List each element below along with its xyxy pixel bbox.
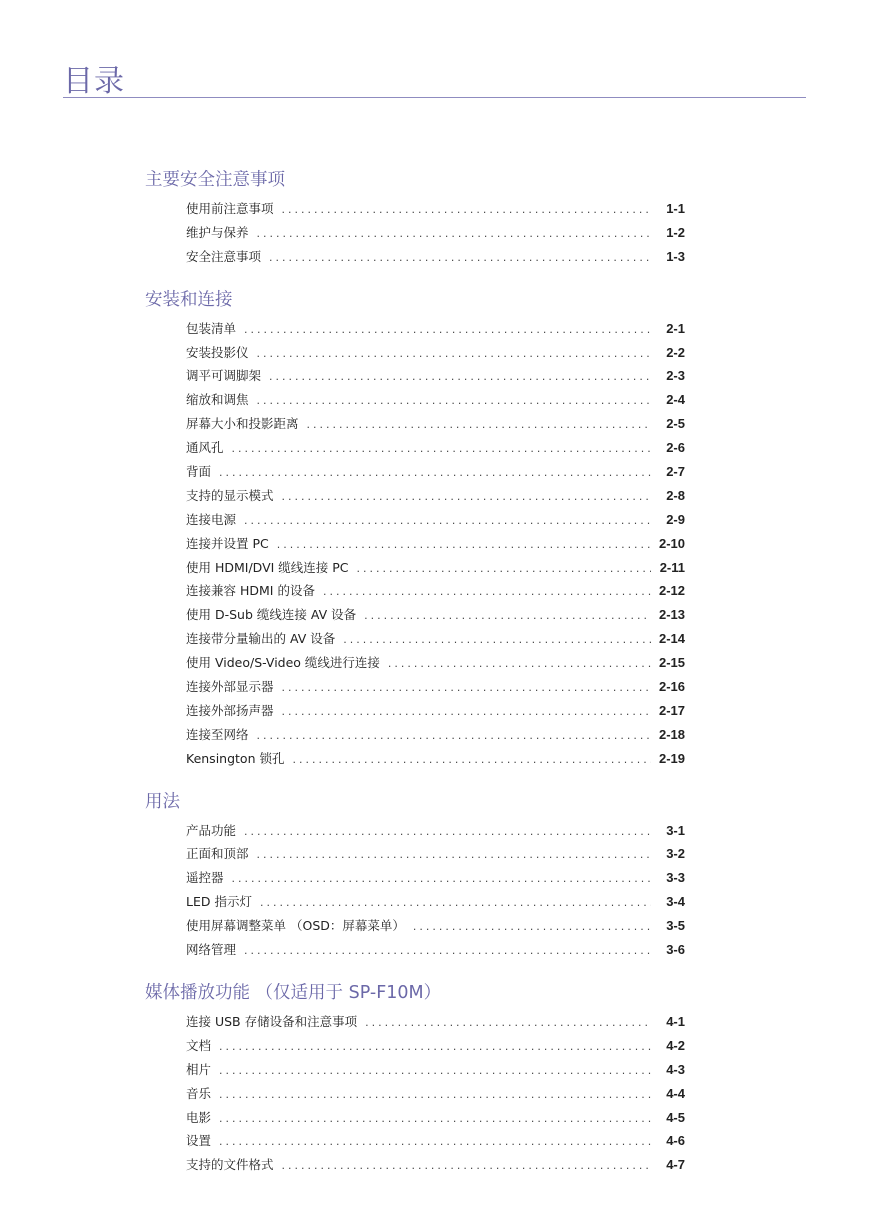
toc-entry[interactable] bbox=[145, 197, 685, 221]
entry-page-number: 2-11 bbox=[659, 559, 685, 575]
toc-entry[interactable] bbox=[145, 508, 685, 532]
dot-leader bbox=[257, 843, 651, 867]
toc-entry[interactable] bbox=[145, 890, 685, 914]
toc-entry[interactable] bbox=[145, 532, 685, 556]
entry-page-number: 3-6 bbox=[666, 942, 685, 958]
table-of-contents bbox=[145, 167, 685, 1177]
dot-leader bbox=[244, 509, 651, 533]
dot-leader bbox=[365, 1011, 651, 1035]
entry-label: 设置 bbox=[186, 1133, 212, 1149]
dot-leader bbox=[232, 867, 651, 891]
entry-label: 连接 USB 存储设备和注意事项 bbox=[186, 1013, 358, 1029]
entry-page-number: 3-1 bbox=[666, 822, 685, 838]
entry-page-number: 2-15 bbox=[658, 655, 685, 671]
toc-entry[interactable] bbox=[145, 556, 685, 580]
entry-page-number: 2-1 bbox=[666, 320, 685, 336]
entry-label: 支持的文件格式 bbox=[186, 1157, 274, 1173]
dot-leader bbox=[277, 533, 651, 557]
entry-label: 调平可调脚架 bbox=[186, 368, 262, 384]
toc-entry[interactable] bbox=[145, 460, 685, 484]
entry-list bbox=[145, 1010, 685, 1177]
entry-page-number: 3-3 bbox=[666, 870, 685, 886]
entry-page-number: 2-18 bbox=[658, 726, 685, 742]
entry-page-number: 2-4 bbox=[666, 392, 685, 408]
entry-label: 网络管理 bbox=[186, 942, 237, 958]
entry-label: 连接并设置 PC bbox=[186, 535, 269, 551]
section-spacer bbox=[145, 962, 685, 980]
dot-leader bbox=[282, 700, 651, 724]
dot-leader bbox=[357, 557, 651, 581]
entry-label: 正面和顶部 bbox=[186, 846, 249, 862]
entry-page-number: 2-19 bbox=[658, 750, 685, 766]
toc-section bbox=[145, 287, 685, 771]
dot-leader bbox=[219, 1107, 651, 1131]
entry-page-number: 2-6 bbox=[666, 440, 685, 456]
toc-entry[interactable] bbox=[145, 579, 685, 603]
dot-leader bbox=[257, 389, 651, 413]
toc-entry[interactable] bbox=[145, 221, 685, 245]
entry-label: 包装清单 bbox=[186, 320, 237, 336]
entry-label: 连接兼容 HDMI 的设备 bbox=[186, 583, 315, 599]
dot-leader bbox=[244, 820, 651, 844]
entry-page-number: 2-16 bbox=[658, 679, 685, 695]
section-spacer bbox=[145, 269, 685, 287]
dot-leader bbox=[282, 485, 651, 509]
entry-page-number: 4-6 bbox=[666, 1133, 685, 1149]
entry-label: 连接至网络 bbox=[186, 726, 249, 742]
dot-leader bbox=[232, 437, 651, 461]
dot-leader bbox=[244, 939, 651, 963]
entry-label: 缩放和调焦 bbox=[186, 392, 249, 408]
entry-label: 屏幕大小和投影距离 bbox=[186, 416, 299, 432]
dot-leader bbox=[260, 891, 651, 915]
toc-entry[interactable] bbox=[145, 484, 685, 508]
toc-entry[interactable] bbox=[145, 1058, 685, 1082]
toc-entry[interactable] bbox=[145, 675, 685, 699]
section-heading[interactable]: 安装和连接 bbox=[145, 289, 233, 310]
entry-label: 使用屏幕调整菜单 （OSD：屏幕菜单） bbox=[186, 918, 405, 934]
toc-entry[interactable] bbox=[145, 364, 685, 388]
entry-label: 连接外部扬声器 bbox=[186, 702, 274, 718]
dot-leader bbox=[269, 365, 651, 389]
dot-leader bbox=[413, 915, 651, 939]
entry-label: 连接电源 bbox=[186, 511, 237, 527]
entry-label: 使用 HDMI/DVI 缆线连接 PC bbox=[186, 559, 349, 575]
entry-label: LED 指示灯 bbox=[186, 894, 252, 910]
toc-entry[interactable] bbox=[145, 1106, 685, 1130]
entry-label: 文档 bbox=[186, 1037, 212, 1053]
entry-label: 连接带分量输出的 AV 设备 bbox=[186, 631, 336, 647]
dot-leader bbox=[219, 1035, 651, 1059]
entry-page-number: 3-4 bbox=[666, 894, 685, 910]
entry-list bbox=[145, 197, 685, 269]
toc-entry[interactable] bbox=[145, 388, 685, 412]
entry-page-number: 2-9 bbox=[666, 511, 685, 527]
toc-entry[interactable] bbox=[145, 651, 685, 675]
entry-page-number: 4-1 bbox=[666, 1013, 685, 1029]
entry-page-number: 3-2 bbox=[666, 846, 685, 862]
dot-leader bbox=[307, 413, 651, 437]
title-divider bbox=[63, 97, 806, 98]
entry-page-number: 2-2 bbox=[666, 344, 685, 360]
section-spacer bbox=[145, 771, 685, 789]
toc-entry[interactable] bbox=[145, 1010, 685, 1034]
toc-entry[interactable] bbox=[145, 1129, 685, 1153]
dot-leader bbox=[244, 318, 651, 342]
toc-entry[interactable] bbox=[145, 317, 685, 341]
entry-page-number: 4-7 bbox=[666, 1157, 685, 1173]
toc-entry[interactable] bbox=[145, 819, 685, 843]
entry-label: 支持的显示模式 bbox=[186, 487, 274, 503]
dot-leader bbox=[257, 724, 651, 748]
toc-entry[interactable] bbox=[145, 1082, 685, 1106]
entry-label: 使用前注意事项 bbox=[186, 201, 274, 216]
toc-entry[interactable] bbox=[145, 603, 685, 627]
entry-list bbox=[145, 819, 685, 962]
entry-label: 连接外部显示器 bbox=[186, 679, 274, 695]
dot-leader bbox=[282, 676, 651, 700]
entry-page-number: 4-2 bbox=[666, 1037, 685, 1053]
entry-label: 产品功能 bbox=[186, 822, 237, 838]
entry-page-number: 1-1 bbox=[666, 201, 685, 216]
entry-page-number: 1-3 bbox=[666, 248, 685, 264]
dot-leader bbox=[282, 1154, 651, 1178]
dot-leader bbox=[292, 748, 651, 772]
entry-page-number: 3-5 bbox=[666, 918, 685, 934]
toc-entry[interactable] bbox=[145, 699, 685, 723]
entry-label: 通风孔 bbox=[186, 440, 224, 456]
toc-section bbox=[145, 789, 685, 962]
dot-leader bbox=[257, 342, 651, 366]
toc-entry[interactable] bbox=[145, 245, 685, 269]
entry-page-number: 2-7 bbox=[666, 464, 685, 480]
entry-label: 遥控器 bbox=[186, 870, 224, 886]
toc-entry[interactable] bbox=[145, 341, 685, 365]
entry-page-number: 4-5 bbox=[666, 1109, 685, 1125]
toc-entry[interactable] bbox=[145, 412, 685, 436]
dot-leader bbox=[343, 628, 651, 652]
toc-entry[interactable] bbox=[145, 842, 685, 866]
toc-entry[interactable] bbox=[145, 723, 685, 747]
entry-label: 背面 bbox=[186, 464, 212, 480]
entry-label: 使用 D-Sub 缆线连接 AV 设备 bbox=[186, 607, 357, 623]
entry-label: 维护与保养 bbox=[186, 224, 249, 240]
toc-entry[interactable] bbox=[145, 938, 685, 962]
entry-label: 音乐 bbox=[186, 1085, 212, 1101]
toc-section bbox=[145, 167, 685, 269]
entry-page-number: 4-4 bbox=[666, 1085, 685, 1101]
entry-page-number: 2-12 bbox=[658, 583, 685, 599]
entry-page-number: 2-14 bbox=[658, 631, 685, 647]
section-heading[interactable]: 主要安全注意事项 bbox=[145, 170, 285, 190]
toc-entry[interactable] bbox=[145, 1153, 685, 1177]
entry-label: Kensington 锁孔 bbox=[186, 750, 285, 766]
entry-page-number: 1-2 bbox=[666, 224, 685, 240]
dot-leader bbox=[219, 461, 651, 485]
dot-leader bbox=[388, 652, 651, 676]
dot-leader bbox=[323, 580, 651, 604]
toc-entry[interactable] bbox=[145, 747, 685, 771]
dot-leader bbox=[282, 198, 651, 222]
entry-page-number: 2-5 bbox=[666, 416, 685, 432]
entry-list bbox=[145, 317, 685, 771]
entry-page-number: 2-3 bbox=[666, 368, 685, 384]
entry-page-number: 2-13 bbox=[658, 607, 685, 623]
dot-leader bbox=[219, 1130, 651, 1154]
entry-page-number: 2-10 bbox=[658, 535, 685, 551]
toc-section bbox=[145, 980, 685, 1177]
toc-entry[interactable] bbox=[145, 866, 685, 890]
dot-leader bbox=[364, 604, 651, 628]
section-heading[interactable]: 媒体播放功能 （仅适用于 SP-F10M） bbox=[145, 982, 442, 1003]
toc-entry[interactable] bbox=[145, 436, 685, 460]
entry-label: 相片 bbox=[186, 1061, 212, 1077]
toc-entry[interactable] bbox=[145, 627, 685, 651]
section-heading[interactable]: 用法 bbox=[145, 791, 180, 812]
toc-entry[interactable] bbox=[145, 1034, 685, 1058]
dot-leader bbox=[257, 222, 651, 246]
entry-label: 电影 bbox=[186, 1109, 212, 1125]
dot-leader bbox=[219, 1059, 651, 1083]
entry-label: 安装投影仪 bbox=[186, 344, 249, 360]
entry-page-number: 4-3 bbox=[666, 1061, 685, 1077]
page-title: 目录 bbox=[63, 64, 125, 99]
entry-page-number: 2-8 bbox=[666, 487, 685, 503]
entry-label: 使用 Video/S-Video 缆线进行连接 bbox=[186, 655, 380, 671]
entry-page-number: 2-17 bbox=[658, 702, 685, 718]
entry-label: 安全注意事项 bbox=[186, 248, 262, 264]
dot-leader bbox=[219, 1083, 651, 1107]
toc-entry[interactable] bbox=[145, 914, 685, 938]
dot-leader bbox=[269, 246, 651, 270]
